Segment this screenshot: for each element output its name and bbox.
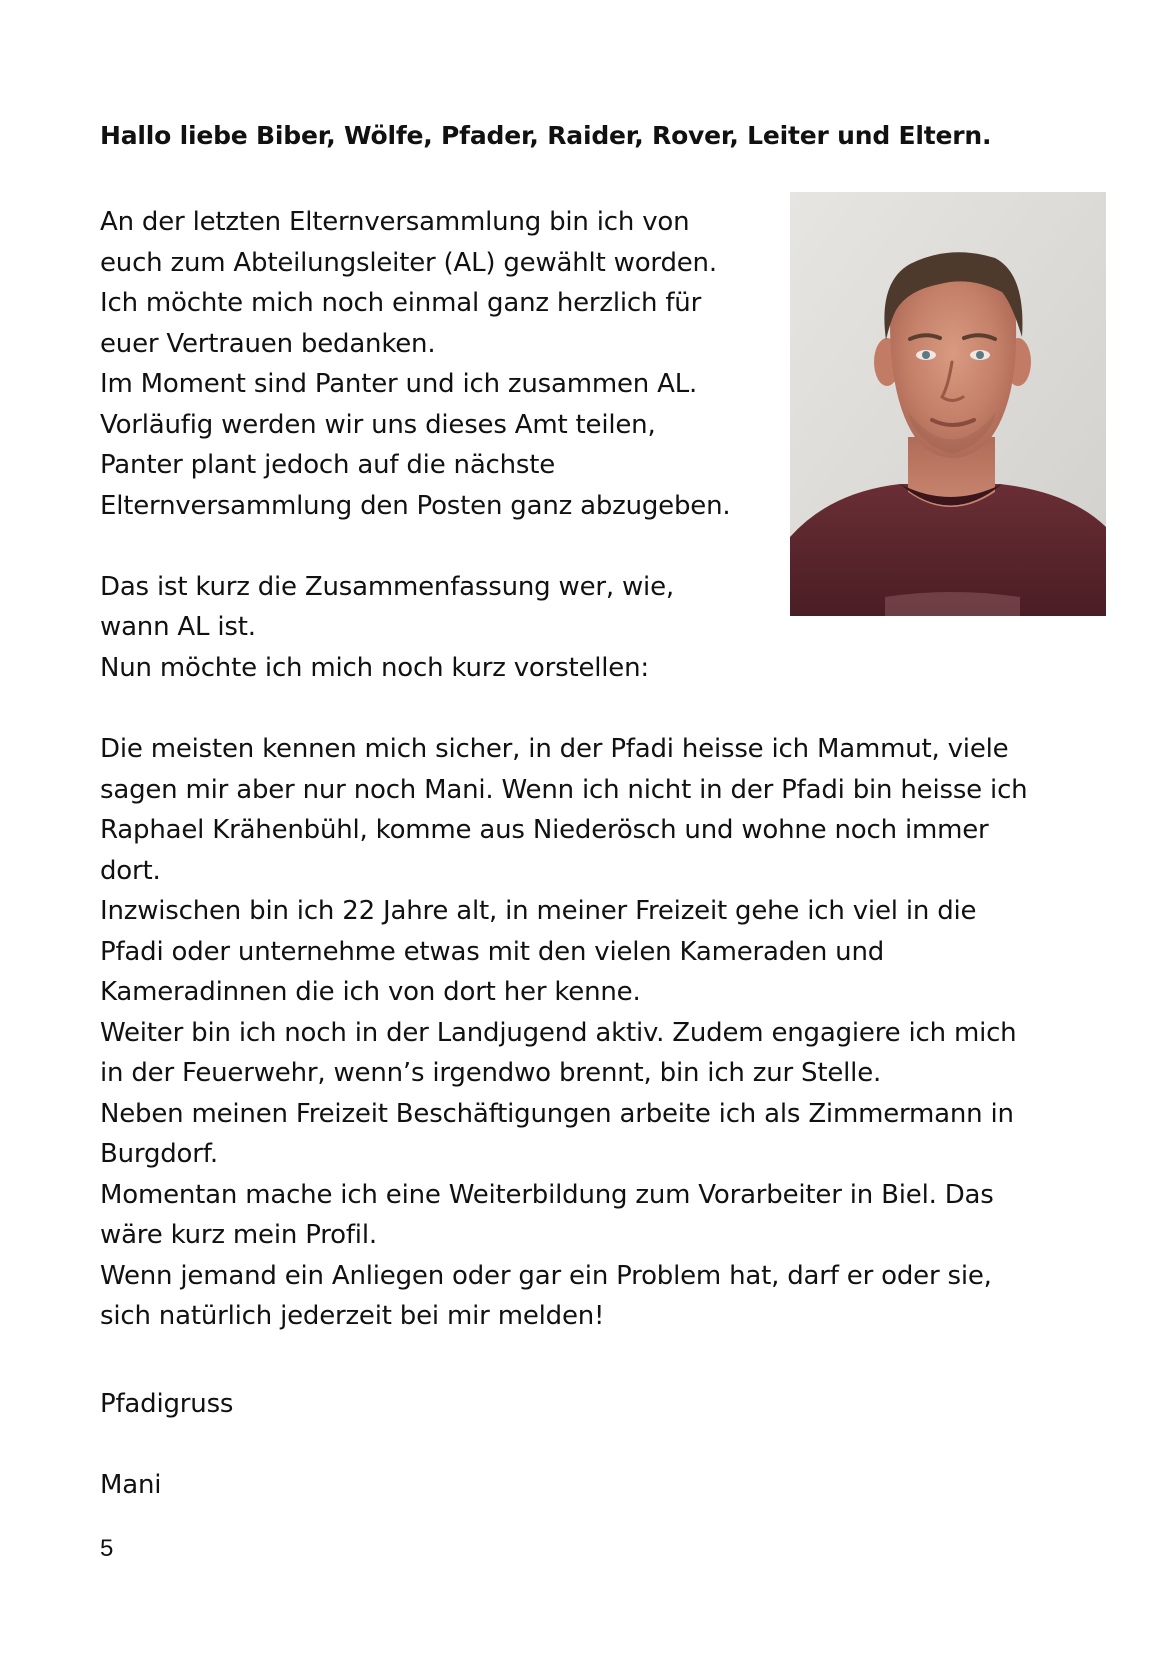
intro-line: wann AL ist. [100,612,256,642]
body-line: Raphael Krähenbühl, komme aus Niederösch und wohne noch immer [100,815,989,845]
intro-line: Ich möchte mich noch einmal ganz herzlich für [100,288,702,318]
intro-line: Das ist kurz die Zusammenfassung wer, wie, [100,571,674,602]
about-paragraph [100,729,1090,1337]
closing-greeting: Pfadigruss [100,1389,234,1419]
intro-line: Elternversammlung den Posten ganz abzugeben. [100,490,731,521]
body-line: Wenn jemand ein Anliegen oder gar ein Problem hat, darf er oder sie, [100,1260,992,1291]
body-line: Weiter bin ich noch in der Landjugend aktiv. Zudem engagiere ich mich [100,1017,1017,1048]
body-line: Kameradinnen die ich von dort her kenne. [100,977,641,1007]
signature: Mani [100,1470,162,1500]
body-line: Neben meinen Freizeit Beschäftigungen arbeite ich als Zimmermann in [100,1098,1014,1129]
intro-line: Vorläufig werden wir uns dieses Amt teilen, [100,409,656,440]
intro-line: euer Vertrauen bedanken. [100,328,436,359]
body-line: Inzwischen bin ich 22 Jahre alt, in meiner Freizeit gehe ich viel in die [100,896,977,926]
body-line: Momentan mache ich eine Weiterbildung zum Vorarbeiter in Biel. Das [100,1179,994,1210]
body-line: sich natürlich jederzeit bei mir melden! [100,1301,605,1331]
intro-line: Nun möchte ich mich noch kurz vorstellen: [100,652,649,683]
body-line: wäre kurz mein Profil. [100,1220,377,1250]
body-line: Burgdorf. [100,1139,218,1169]
paragraph-gap [100,526,760,567]
body-line: dort. [100,855,161,886]
body-line: sagen mir aber nur noch Mani. Wenn ich nicht in der Pfadi bin heisse ich [100,774,1028,805]
intro-line: euch zum Abteilungsleiter (AL) gewählt worden. [100,247,717,278]
intro-line: Im Moment sind Panter und ich zusammen AL. [100,369,698,399]
body-line: Pfadi oder unternehme etwas mit den vielen Kameraden und [100,936,885,967]
portrait-photo [790,192,1106,616]
page-number: 5 [100,1535,114,1562]
intro-line: Panter plant jedoch auf die nächste [100,450,556,480]
body-line: in der Feuerwehr, wenn’s irgendwo brennt, bin ich zur Stelle. [100,1058,882,1088]
intro-line: An der letzten Elternversammlung bin ich von [100,207,690,237]
body-line: Die meisten kennen mich sicher, in der Pfadi heisse ich Mammut, viele [100,734,1009,764]
page-title: Hallo liebe Biber, Wölfe, Pfader, Raider, Rover, Leiter und Eltern. [100,121,992,150]
intro-paragraph [100,202,760,688]
